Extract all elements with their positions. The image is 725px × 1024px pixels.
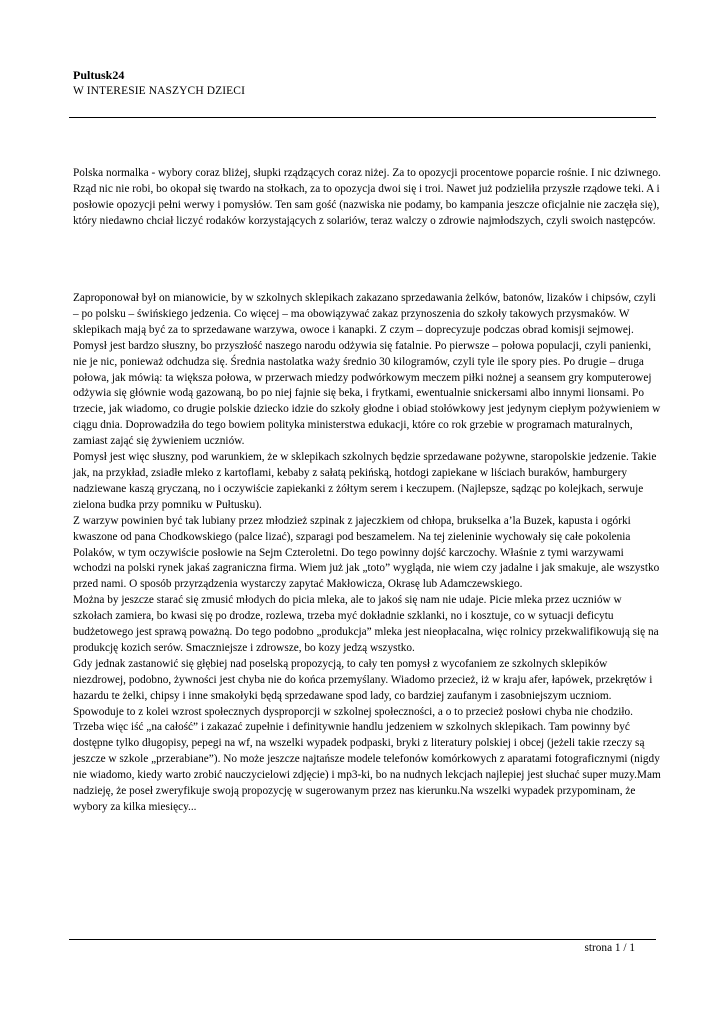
site-title: Pultusk24 xyxy=(73,68,125,82)
body-paragraph: Trzeba więc iść „na całość” i zakazać zupełnie i definitywnie handlu jedzeniem w szkolnych sklepikach. Tam powinny być dostępne tylko długopisy, pepegi na wf, na wszelki wypadek podpaski, bryki z literatury polskiej i obcej (jeżeli takie rzeczy są jeszcze w szkole „przerabiane”). No może jeszcze najtańsze modele telefonów komórkowych z aparatami fotograficznymi (nigdy nie wiadomo, kiedy warto zrobić nauczycielowi zdjęcie) i mp3-ki, bo na nudnych lekcjach najlepiej jest słuchać super muzy.Mam nadzieję, że poseł zweryfikuje swoją propozycję w sugerowanym przez nas kierunku.Na wszelki wypadek przypominam, że wybory za kilka miesięcy... xyxy=(73,721,661,813)
page-number: strona 1 / 1 xyxy=(584,942,635,954)
article-body xyxy=(73,291,663,816)
body-paragraph: Zaproponował był on mianowicie, by w szkolnych sklepikach zakazano sprzedawania żelków, batonów, lizaków i chipsów, czyli – po polsku – świńskiego jedzenia. Co więcej – ma obowiązywać zakaz przynoszenia do szkoły takowych przysmaków. W sklepikach mają być za to sprzedawane warzywa, owoce i kanapki. Z czym – doprecyzuje podczas obrad komisji sejmowej. xyxy=(73,292,656,336)
body-paragraph: Pomysł jest więc słuszny, pod warunkiem, że w sklepikach szkolnych będzie sprzedawane pożywne, staropolskie jedzenie. Takie jak, na przykład, zsiadłe mleko z kartoflami, kebaby z sałatą pekińską, hotdogi zapiekane w liściach buraków, hamburgery nadziewane kaszą gryczaną, no i oczywiście zapiekanki z żółtym serem i keczupem. (Najlepsze, sądząc po kolejkach, serwuje zielona budka przy pomniku w Pułtusku). xyxy=(73,451,657,511)
body-paragraph: Gdy jednak zastanowić się głębiej nad poselską propozycją, to cały ten pomysł z wycofaniem ze szkolnych sklepików niezdrowej, podobno, żywności jest chyba nie do końca przemyślany. Wiadomo przecież, iż w kraju afer, łapówek, przekrętów i hazardu te żelki, chipsy i inne smakołyki będą sprzedawane spod lady, co bardziej zaufanym i zasobniejszym uczniom. Spowoduje to z kolei wzrost społecznych dysproporcji w szkolnej społeczności, a o to przecież posłowi chyba nie chodziło. xyxy=(73,657,653,718)
header-divider xyxy=(69,117,656,118)
article-title: W INTERESIE NASZYCH DZIECI xyxy=(73,85,245,97)
body-paragraph: Pomysł jest bardzo słuszny, bo przyszłość naszego narodu odżywia się fatalnie. Po pierwsze – połowa populacji, czyli panienki, nie je nic, ponieważ odchudza się. Średnia nastolatka waży średnio 30 kilogramów, czyli tyle ile spory pies. Po drugie – druga połowa, jak mówią: ta większa połowa, w przerwach miedzy podwórkowym meczem piłki nożnej a seansem gry komputerowej odżywia się głównie wodą gazowaną, bo po niej fajnie się beka, i frytkami, ewentualnie snickersami albo innymi lionsami. Po trzecie, jak wiadomo, co drugie polskie dziecko idzie do szkoły głodne i obiad stołówkowy jest jedynym ciepłym pożywieniem w ciągu dnia. Doprowadziła do tego bowiem polityka ministerstwa edukacji, które co rok grzebie w programach maturalnych, zamiast zająć się żywieniem uczniów. xyxy=(73,339,661,448)
lead-paragraph: Polska normalka - wybory coraz bliżej, słupki rządzących coraz niżej. Za to opozycji procentowe poparcie rośnie. I nic dziwnego. Rząd nic nie robi, bo okopał się twardo na stołkach, za to opozycja dwoi się i troi. Nawet już podzieliła przyszłe rządowe teki. A i posłowie opozycji pełni werwy i pomysłów. Ten sam gość (nazwiska nie podamy, bo kampania jeszcze oficjalnie nie zaczęła się), który niedawno chciał liczyć rodaków korzystających z solariów, teraz walczy o zdrowie najmłodszych, czyli swoich następców. xyxy=(73,167,661,227)
footer-divider xyxy=(69,939,656,940)
article-lead xyxy=(73,166,663,230)
body-paragraph: Można by jeszcze starać się zmusić młodych do picia mleka, ale to jakoś się nam nie udaje. Picie mleka przez uczniów w szkołach zamiera, bo kwasi się po drodze, rozlewa, trzeba myć dokładnie szklanki, no i kosztuje, co w sytuacji deficytu budżetowego jest sprawą poważną. Do tego podobno „produkcja” mleka jest nieopłacalna, więc rolnicy przekwalifikowują się na produkcję kozich serów. Smaczniejsze i zdrowsze, bo kozy jedzą wszystko. xyxy=(73,594,659,654)
body-paragraph: Z warzyw powinien być tak lubiany przez młodzież szpinak z jajeczkiem od chłopa, brukselka a’la Buzek, kapusta i ogórki kwaszone od pana Chodkowskiego (palce lizać), szparagi pod beszamelem. Na tej zieleninie wychowały się całe pokolenia Polaków, w tym oczywiście posłowie na Sejm Czteroletni. Do tego powinny dojść karczochy. Właśnie z tymi warzywami wchodzi na polski rynek jakaś zagraniczna firma. Wiem już jak „toto” wygląda, nie wiem czy jadalne i jak smakuje, ale wszystko przed nami. O sposób przyrządzenia wystarczy zapytać Makłowicza, Okrasę lub Adamczewskiego. xyxy=(73,514,660,591)
